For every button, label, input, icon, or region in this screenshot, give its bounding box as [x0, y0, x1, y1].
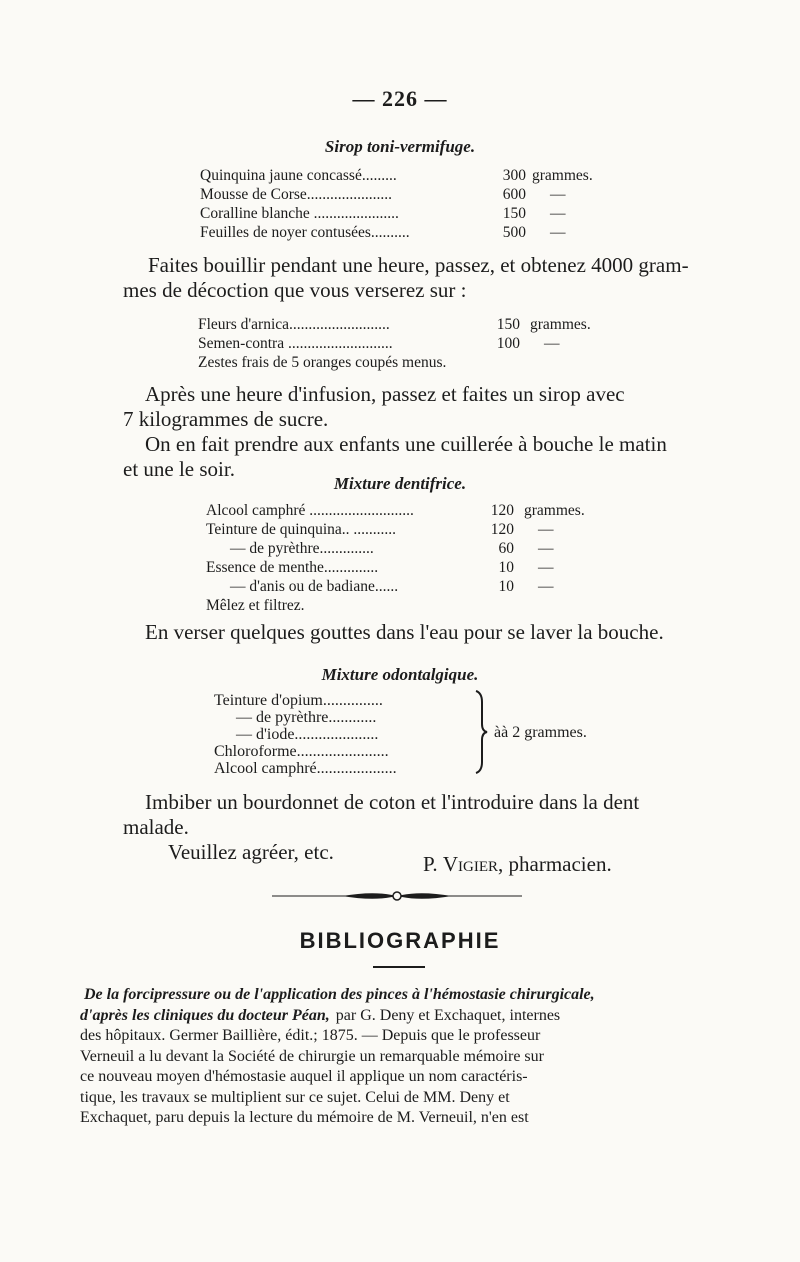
text-line: [80, 1006, 680, 1027]
text-line: Après une heure d'infusion, passez et faites un sirop avec: [145, 382, 625, 406]
signature: [423, 852, 612, 877]
ingredient-name: — d'iode.....................: [236, 726, 379, 743]
ingredient-qty: 300: [502, 167, 526, 184]
recipe-row: [200, 166, 593, 185]
paragraph-rinse: [145, 620, 664, 645]
recipe-title-odontalgique: Mixture odontalgique.: [321, 665, 479, 684]
ingredient-qty: 120: [490, 502, 514, 519]
note-text: Mêlez et filtrez.: [206, 597, 305, 614]
recipe-row: [206, 539, 585, 558]
ingredient-name: Teinture d'opium...............: [214, 692, 383, 709]
signature-initial: P.: [423, 852, 443, 876]
ingredient-unit: —: [550, 186, 566, 203]
ingredient-unit: —: [538, 521, 554, 538]
ingredient-qty: 150: [496, 316, 520, 333]
recipe-list-sirop: [200, 166, 593, 242]
ingredient-name: Alcool camphré....................: [214, 760, 397, 777]
text-line: [80, 985, 680, 1006]
text-line: mes de décoction que vous verserez sur :: [123, 278, 467, 302]
ingredient-qty: 100: [496, 335, 520, 352]
ingredient-unit: grammes.: [530, 316, 591, 333]
text-line: Exchaquet, paru depuis la lecture du mémoire de M. Verneuil, n'en est: [80, 1109, 529, 1126]
ingredient-name: Mousse de Corse......................: [200, 186, 393, 203]
signature-title: , pharmacien.: [498, 852, 612, 876]
ingredient-name: Essence de menthe..............: [206, 559, 379, 576]
text-line: On en fait prendre aux enfants une cuillerée à bouche le matin: [145, 432, 667, 456]
recipe-row: [200, 204, 593, 223]
recipe-list-dentifrice: [206, 501, 585, 615]
text-line: et une le soir.: [123, 457, 235, 481]
ingredient-name: — de pyrèthre............: [236, 709, 377, 726]
ingredient-unit: grammes.: [524, 502, 585, 519]
ingredient-qty: 10: [498, 559, 514, 576]
ingredient-qty: 10: [498, 578, 514, 595]
recipe-row: [214, 726, 397, 743]
recipe-row: [200, 223, 593, 242]
recipe-row: [206, 520, 585, 539]
text-line: Veuillez agréer, etc.: [168, 840, 334, 864]
ingredient-unit: —: [538, 540, 554, 557]
right-brace-icon: [474, 690, 488, 774]
text-line: Faites bouillir pendant une heure, passez, et obtenez 4000 gram-: [148, 253, 689, 277]
recipe-row: [214, 709, 397, 726]
ingredient-unit: grammes.: [532, 167, 593, 184]
ingredient-unit: —: [538, 559, 554, 576]
text-line: En verser quelques gouttes dans l'eau pour se laver la bouche.: [145, 620, 664, 644]
recipe-row: [198, 334, 591, 353]
ingredient-qty: 60: [498, 540, 514, 557]
ingredient-name: Teinture de quinquina.. ...........: [206, 521, 397, 538]
paragraph-decoction: [123, 253, 689, 303]
heading-underline: [373, 966, 425, 968]
recipe-row: [198, 315, 591, 334]
signature-name: Vigier: [442, 852, 499, 876]
recipe-row: [200, 185, 593, 204]
book-title: d'après les cliniques du docteur Péan,: [80, 1006, 330, 1024]
page-number: — 226 —: [352, 86, 448, 111]
recipe-note: [206, 596, 585, 615]
recipe-title-dentifrice: Mixture dentifrice.: [333, 474, 467, 493]
bibliography-heading: BIBLIOGRAPHIE: [299, 928, 501, 953]
ingredient-name: Coralline blanche ......................: [200, 205, 399, 222]
ingredient-name: — de pyrèthre..............: [230, 540, 374, 557]
book-authors: par G. Deny et Exchaquet, internes: [335, 1006, 561, 1024]
recipe-row: [206, 558, 585, 577]
ingredient-unit: —: [544, 335, 560, 352]
ingredient-qty: 150: [502, 205, 526, 222]
recipe-list-odontalgique: [214, 692, 397, 777]
brace-label: àà 2 grammes.: [494, 724, 587, 741]
bibliography-entry: [80, 985, 680, 1129]
recipe-row: [206, 501, 585, 520]
ingredient-name: Quinquina jaune concassé.........: [200, 167, 397, 184]
ingredient-name: Zestes frais de 5 oranges coupés menus.: [198, 354, 447, 371]
ornament-divider-icon: [272, 888, 522, 904]
ingredient-name: Chloroforme.......................: [214, 743, 389, 760]
recipe-row: [214, 760, 397, 777]
ingredient-unit: —: [550, 224, 566, 241]
ingredient-name: Semen-contra ...........................: [198, 335, 393, 352]
text-line: Verneuil a lu devant la Société de chirurgie un remarquable mémoire sur: [80, 1047, 544, 1065]
ingredient-qty: 500: [502, 224, 526, 241]
ingredient-name: Feuilles de noyer contusées..........: [200, 224, 410, 241]
ingredient-qty: 600: [502, 186, 526, 203]
recipe-row: [198, 353, 591, 372]
ingredient-unit: —: [538, 578, 554, 595]
recipe-title-sirop: Sirop toni-vermifuge.: [324, 137, 476, 156]
text-line: 7 kilogrammes de sucre.: [123, 407, 329, 431]
ingredient-qty: 120: [490, 521, 514, 538]
text-line: tique, les travaux se multiplient sur ce sujet. Celui de MM. Deny et: [80, 1088, 510, 1106]
recipe-row: [214, 743, 397, 760]
ingredient-unit: —: [550, 205, 566, 222]
recipe-row: [214, 692, 397, 709]
text-line: ce nouveau moyen d'hémostasie auquel il applique un nom caractéris-: [80, 1068, 528, 1085]
ingredient-name: — d'anis ou de badiane......: [230, 578, 399, 595]
text-line: malade.: [123, 815, 189, 839]
ingredient-name: Fleurs d'arnica..........................: [198, 316, 390, 333]
paragraph-infusion: [123, 382, 667, 482]
recipe-row: [206, 577, 585, 596]
text-line: Imbiber un bourdonnet de coton et l'introduire dans la dent: [145, 790, 640, 814]
text-line: des hôpitaux. Germer Baillière, édit.; 1875. — Depuis que le professeur: [80, 1027, 541, 1044]
book-title: De la forcipressure ou de l'application des pinces à l'hémostasie chirurgicale,: [84, 986, 595, 1003]
ingredient-name: Alcool camphré ...........................: [206, 502, 414, 519]
recipe-list-arnica: [198, 315, 591, 372]
